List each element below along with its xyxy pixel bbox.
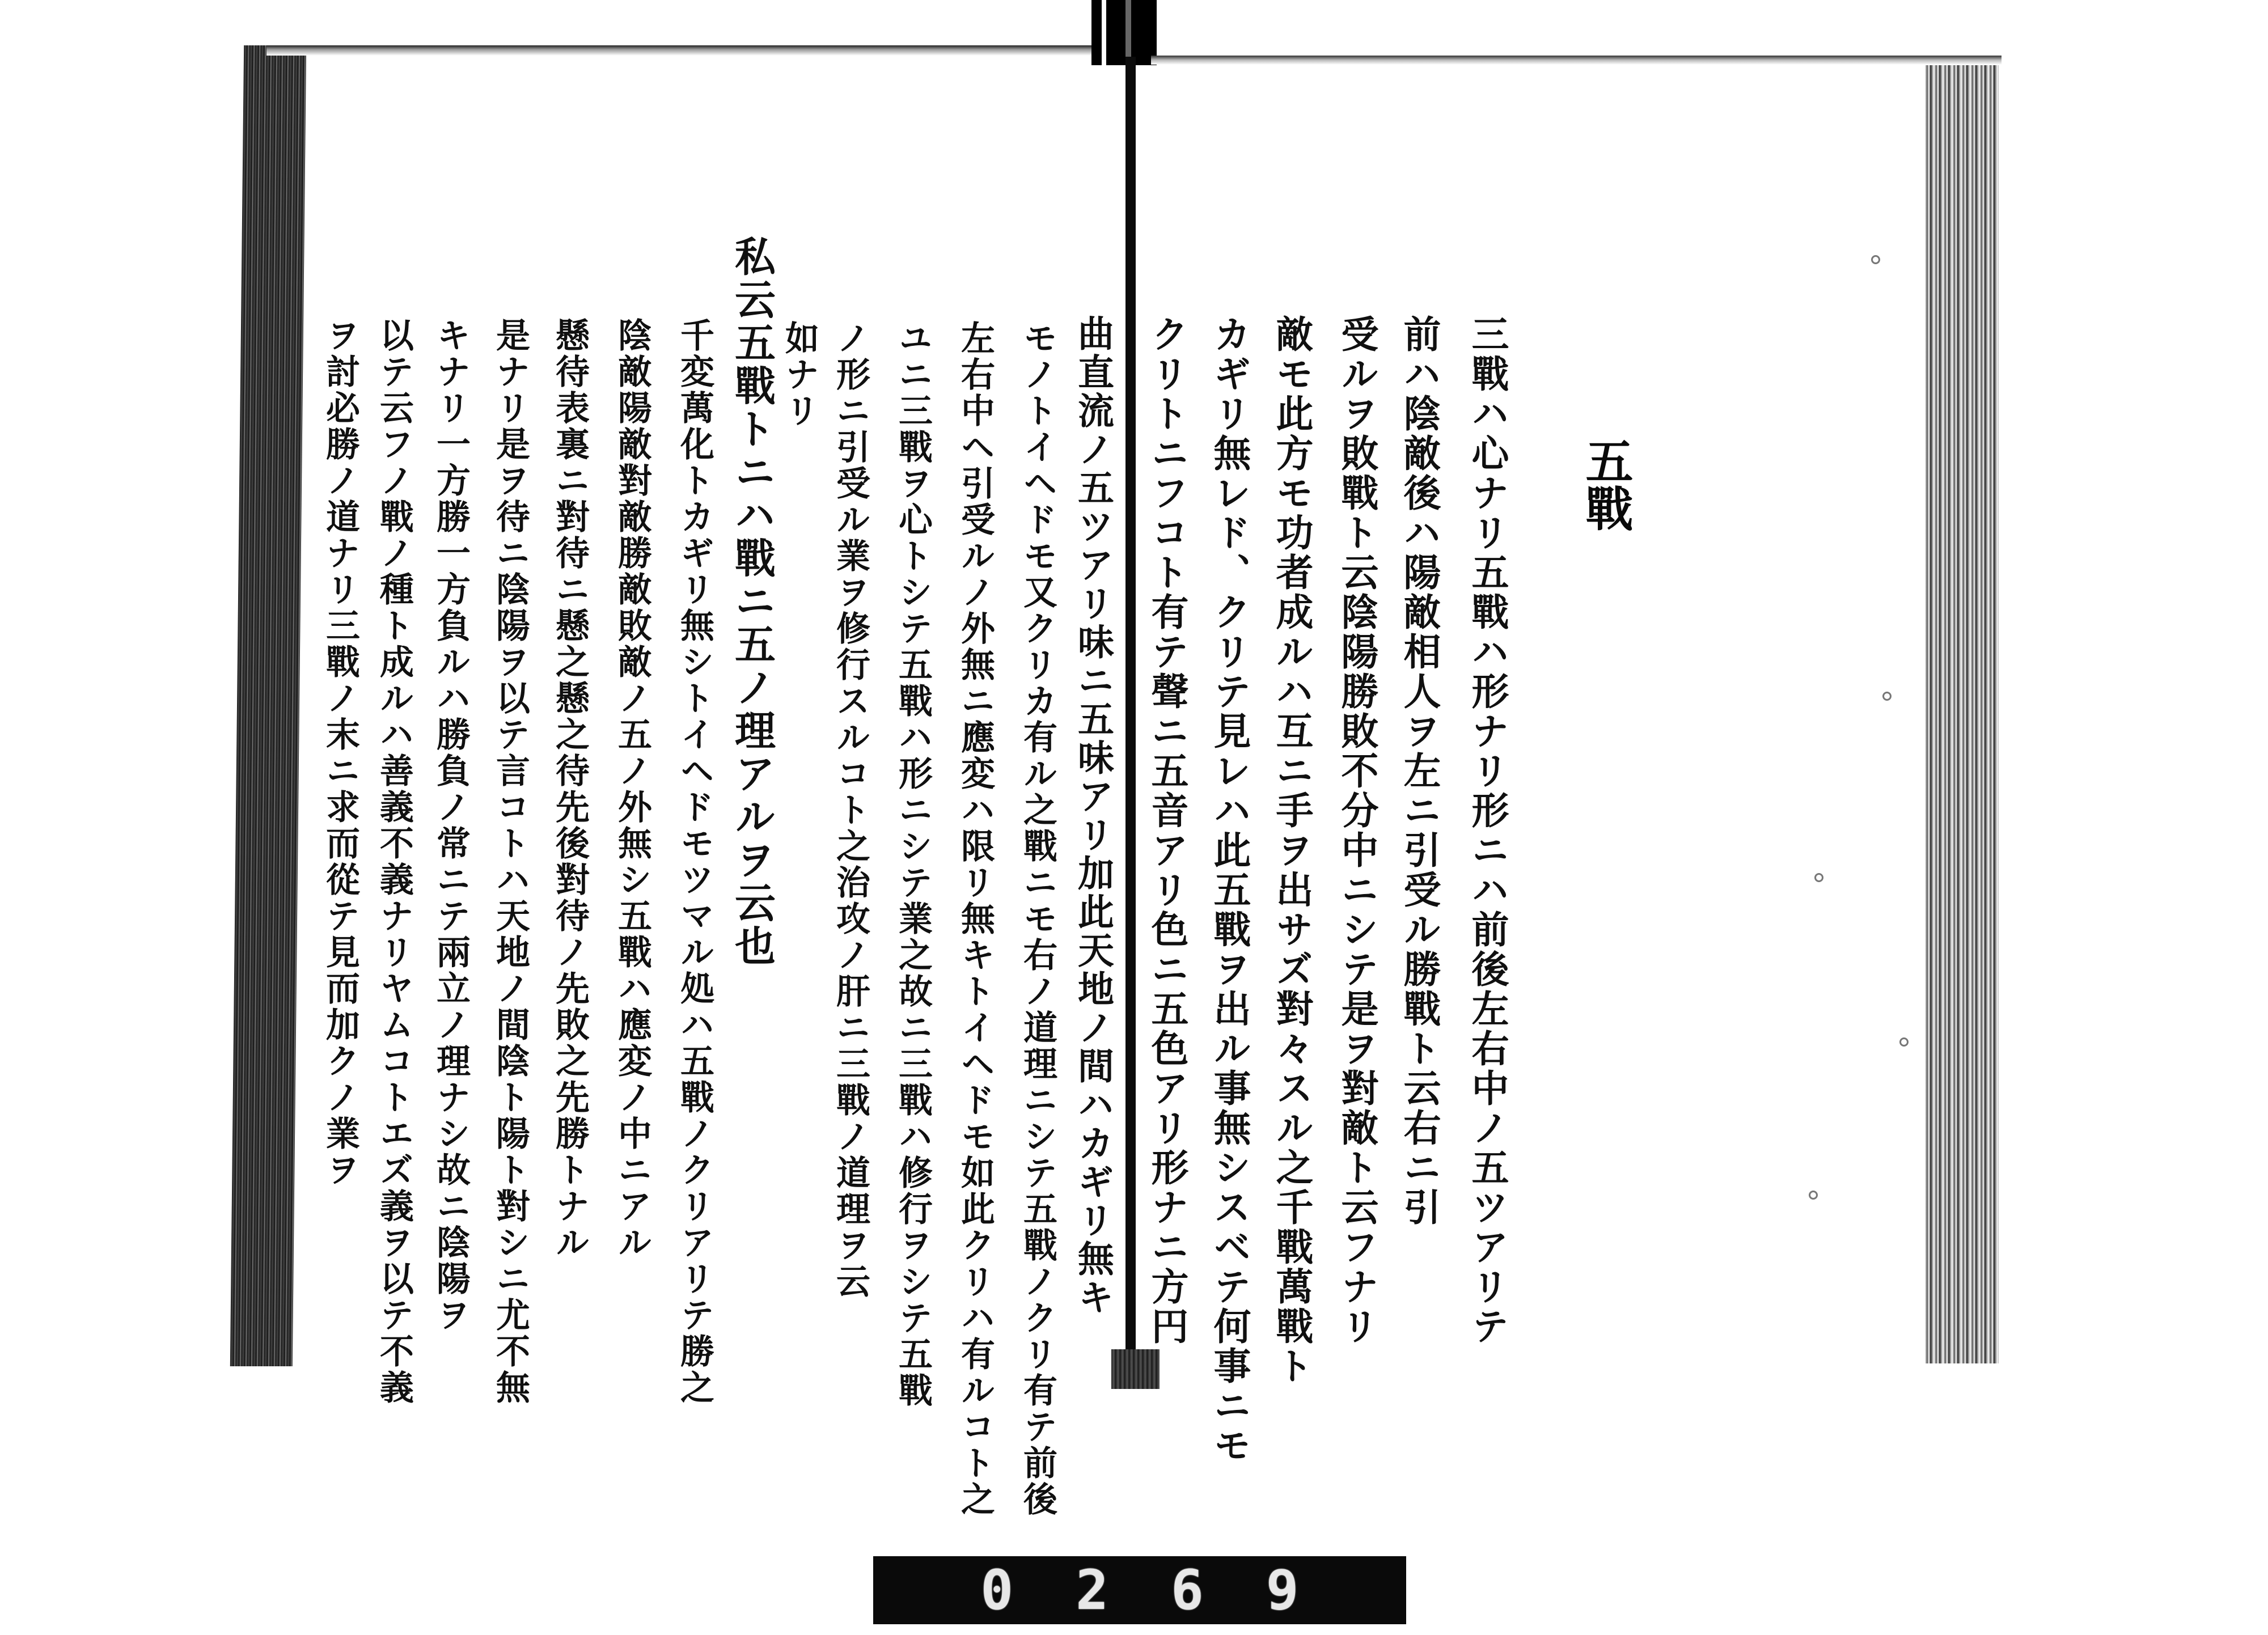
right-column-4: 敵モ此方モ功者成ルハ互ニ手ヲ出サズ對々スル之千戰萬戰ト: [1270, 315, 1314, 1386]
left-column-4: ノ形ニ引受ル業ヲ修行スルコト之治攻ノ肝ニ三戰ノ道理ヲ云: [831, 320, 870, 1300]
left-column-2: 左右中ヘ引受ルノ外無ニ應変ハ限リ無キトイヘドモ如此クリハ有ルコト之: [955, 320, 995, 1518]
page-tag-digit: 6: [1171, 1558, 1204, 1622]
left-column-7: 千変萬化トカギリ無シトイヘドモツマル処ハ五戰ノクリアリテ勝之: [675, 317, 714, 1406]
paper-speck: [1814, 873, 1823, 882]
right-column-2: 前ハ陰敵後ハ陽敵相人ヲ左ニ引受ル勝戰ト云右ニ引: [1397, 315, 1441, 1227]
left-column-9: 懸待表裏ニ對待ニ懸之懸之待先後對待ノ先敗之先勝トナル: [550, 317, 590, 1261]
right-page-top-edge: [1151, 56, 2002, 65]
paper-speck: [1899, 1037, 1909, 1047]
page-number-tag: [873, 1556, 1406, 1624]
paper-speck: [1809, 1191, 1818, 1200]
left-column-12: 以テ云フノ戰ノ種ト成ルハ善義不義ナリヤムコトエズ義ヲ以テ不義: [374, 317, 414, 1406]
left-page-top-edge: [266, 45, 1134, 56]
page-tag-digit: 9: [1266, 1558, 1299, 1622]
left-column-10: 是ナリ是ヲ待ニ陰陽ヲ以テ言コトハ天地ノ間陰ト陽ト對シニ尤不無: [490, 317, 530, 1406]
paper-speck: [1882, 692, 1892, 701]
left-column-5: 如ナリ: [780, 320, 819, 429]
section-heading: 五戰: [1578, 437, 1634, 532]
left-column-8: 陰敵陽敵對敵勝敵敗敵ノ五ノ外無シ五戰ハ應変ノ中ニアル: [612, 317, 652, 1261]
spine-bottom-binding: [1111, 1349, 1160, 1389]
left-column-11: キナリ一方勝一方負ルハ勝負ノ常ニテ兩立ノ理ナシ故ニ陰陽ヲ: [431, 317, 471, 1333]
left-column-6-private-note: 私云五戰トニハ戰ニ五ノ理アルヲ云也: [728, 235, 776, 968]
left-column-13: ヲ討必勝ノ道ナリ三戰ノ末ニ求而從テ見而加クノ業ヲ: [320, 317, 360, 1188]
left-book-edge: [230, 45, 306, 1366]
right-column-3: 受ルヲ敗戰ト云陰陽勝敗不分中ニシテ是ヲ對敵ト云フナリ: [1335, 315, 1379, 1346]
page-tag-digit: 0: [980, 1558, 1014, 1622]
right-book-edge: [1925, 65, 1999, 1363]
book-spine: [1125, 57, 1136, 1355]
right-column-5: カギリ無レド、クリテ見レハ此五戰ヲ出ル事無シスベテ何事ニモ: [1207, 315, 1251, 1465]
left-column-1: モノトイヘドモ又クリカ有ル之戰ニモ右ノ道理ニシテ五戰ノクリ有テ前後: [1018, 320, 1057, 1518]
spine-top-binding: [1091, 0, 1157, 65]
left-column-3: ユニ三戰ヲ心トシテ五戰ハ形ニシテ業之故ニ三戰ハ修行ヲシテ五戰: [893, 320, 933, 1409]
right-column-1: 三戰ハ心ナリ五戰ハ形ナリ形ニハ前後左右中ノ五ツアリテ: [1465, 315, 1509, 1346]
right-column-7: 曲直流ノ五ツアリ味ニ五味アリ加此天地ノ間ハカギリ無キ: [1072, 315, 1114, 1317]
right-column-6: クリトニフコト有テ聲ニ五音アリ色ニ五色アリ形ナニ方円: [1145, 315, 1189, 1346]
paper-speck: [1871, 255, 1880, 264]
page-tag-digit: 2: [1076, 1558, 1108, 1622]
